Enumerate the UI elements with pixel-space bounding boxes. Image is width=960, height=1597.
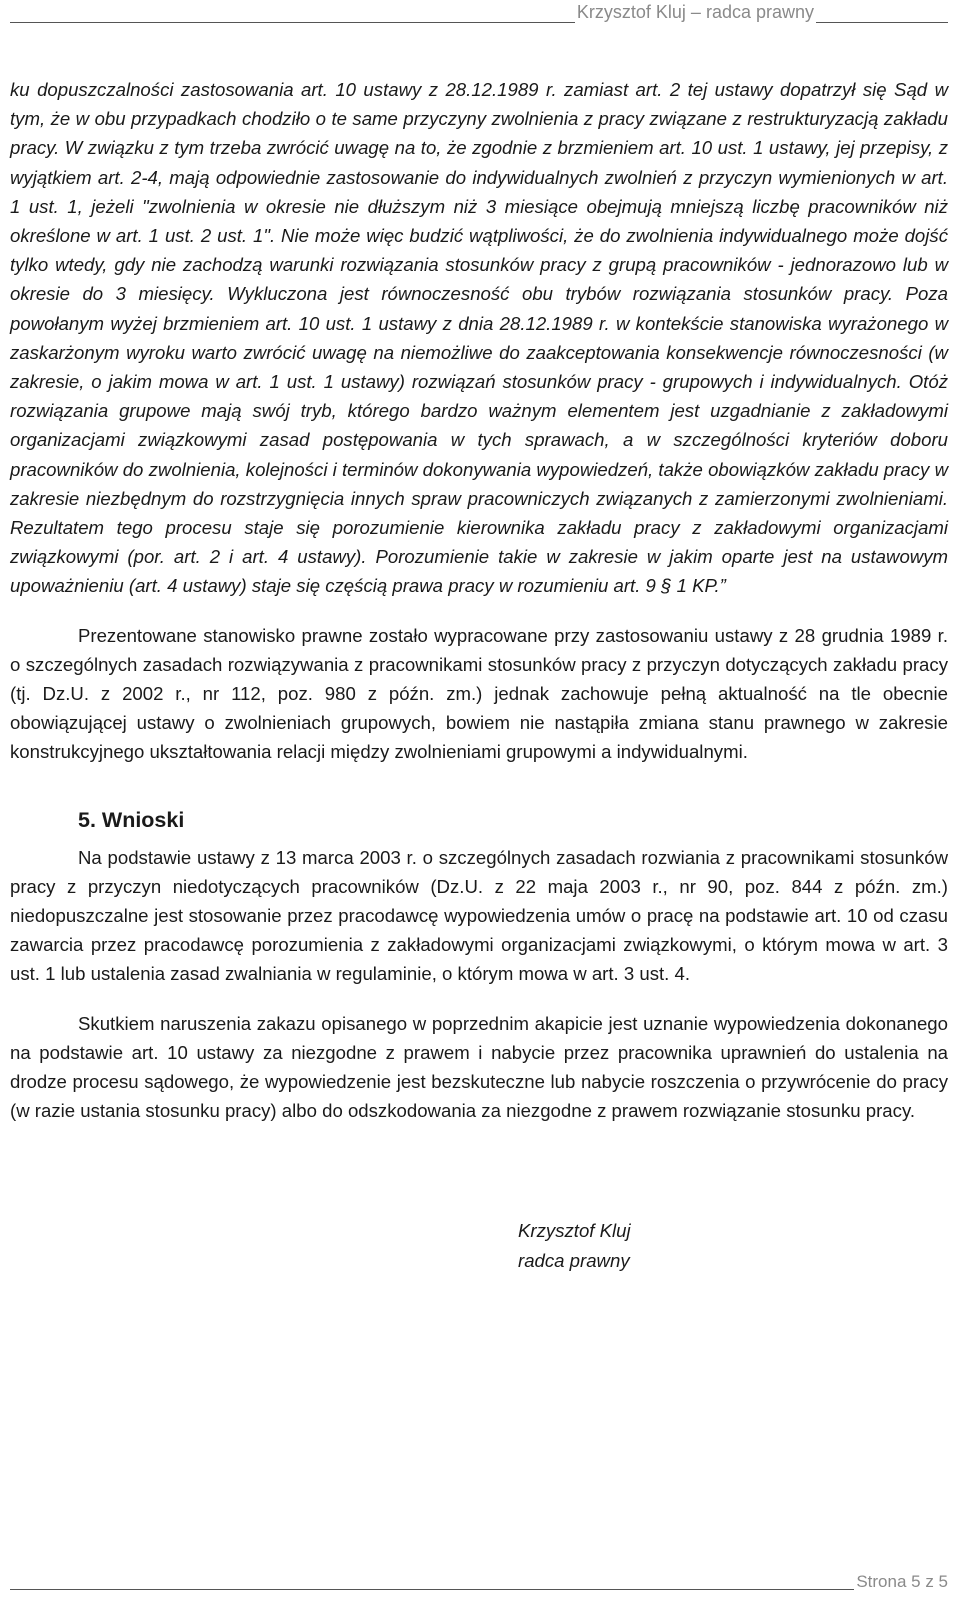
quote-sentence-2: W związku z tym trzeba zwrócić uwagę na to, że zgodnie z brzmieniem art. 10 ust. 1 ustawy, jej przepisy, z wyjątkiem art. 2-4, mają odpowiednie zastosowanie do indywidualnych zwolnień z przyczyn wymienionych w art. 1 ust. 1, jeżeli "zwolnienia w okresie nie dłuższym niż 3 miesiące obejmują mniejszą liczbę pracowników niż określone w art. 1 ust. 2 ust. 1". (10, 137, 948, 247)
section-title: 5. Wnioski (78, 807, 185, 832)
quoted-judgment-paragraph (10, 75, 948, 601)
conclusions-paragraph-1: Na podstawie ustawy z 13 marca 2003 r. o szczególnych zasadach rozwiania z pracownikami stosunków pracy z przyczyn niedotyczących pracowników (Dz.U. z 22 maja 2003 r., nr 90, poz. 844 z późn. zm.) niedopuszczalne jest stosowanie przez pracodawcę wypowiedzenia umów o pracę na podstawie art. 10 od czasu zawarcia przez pracodawcę porozumienia z zakładowymi organizacjami związkowymi, o którym mowa w art. 3 ust. 1 lub ustalenia zasad zwalniania w regulaminie, o którym mowa w art. 3 ust. 4. (10, 846, 948, 985)
quote-sentence-5: w kontekście stanowiska wyrażonego w zaskarżonym wyroku warto zwrócić uwagę na niemożliwe do zaakceptowania konsekwencje równoczesności (w zakresie, o jakim mowa w art. 1 ust. 1 ustawy) rozwiązań stosunków pracy - grupowych i indywidualnych. (10, 312, 949, 393)
quote-sentence-4: Wykluczona jest równoczesność obu trybów rozwiązania stosunków pracy. Poza powołanym wyżej brzmieniem art. 10 ust. 1 ustawy z dnia 28.12.1989 r. (10, 283, 948, 334)
quote-sentence-6: Otóż rozwiązania grupowe mają swój tryb, którego bardzo ważnym elementem jest uzgadnianie z zakładowymi organizacjami związkowymi zasad postępowania w tych sprawach, a w szczególności kryteriów doboru pracowników do zwolnienia, kolejności i terminów dokonywania wypowiedzeń, także obowiązków zakładu pracy w zakresie niezbędnym do rozstrzygnięcia innych spraw pracowniczych związanych z zamierzonymi zwolnieniami. (10, 371, 948, 509)
legal-position-paragraph: Prezentowane stanowisko prawne zostało wypracowane przy zastosowaniu ustawy z 28 grudnia 1989 r. o szczególnych zasadach rozwiązywania z pracownikami stosunków pracy z przyczyn dotyczących zakładu pracy (tj. Dz.U. z 2002 r., nr 112, poz. 980 z późn. zm.) jednak zachowuje pełną aktualność na tle obecnie obowiązującej ustawy o zwolnieniach grupowych, bowiem nie nastąpiła zmiana stanu prawnego w zakresie konstrukcyjnego ukształtowania relacji między zwolnieniami grupowymi a indywidualnymi. (10, 624, 948, 763)
signature-block (518, 1216, 631, 1276)
quote-sentence-7: Rezultatem tego procesu staje się porozumienie kierownika zakładu pracy z zakładowymi organizacjami związkowymi (por. art. 2 i art. 4 ustawy). Porozumienie takie w zakresie w jakim oparte jest na ustawowym upoważnieniu (art. 4 ustawy) staje się częścią prawa pracy w rozumieniu art. 9 § 1 KP.” (10, 517, 948, 597)
page-number: Strona 5 z 5 (856, 1572, 948, 1591)
footer-rule (10, 1589, 948, 1590)
document-body (10, 75, 948, 1126)
header-author: Krzysztof Kluj – radca prawny (576, 2, 814, 22)
conclusions-paragraph-2: Skutkiem naruszenia zakazu opisanego w poprzednim akapicie jest uznanie wypowiedzenia dokonanego na podstawie art. 10 ustawy za niezgodne z prawem i nabycie przez pracownika uprawnień do ustalenia na drodze procesu sądowego, że wypowiedzenie jest bezskuteczne lub nabycie roszczenia o przywrócenie do pracy (w razie ustania stosunku pracy) albo do odszkodowania za niezgodne z prawem rozwiązanie stosunku pracy. (10, 1012, 948, 1122)
signature-name: Krzysztof Kluj (518, 1220, 631, 1241)
page-header (0, 2, 960, 26)
quote-sentence-1: ku dopuszczalności zastosowania art. 10 ustawy z 28.12.1989 r. zamiast art. 2 tej ustawy dopatrzył się Sąd w tym, że w obu przypadkach chodziło o te same przyczyny zwolnienia z pracy związane z restrukturyzacją zakładu pracy. (10, 79, 948, 159)
page-footer (0, 1572, 960, 1596)
signature-role: radca prawny (518, 1250, 630, 1271)
quote-sentence-3: Nie może więc budzić wątpliwości, że do zwolnienia indywidualnego może dojść tylko wtedy, gdy nie zachodzą warunki rozwiązania stosunków pracy z grupą pracowników - jednorazowo lub w okresie do 3 miesięcy. (10, 225, 948, 305)
